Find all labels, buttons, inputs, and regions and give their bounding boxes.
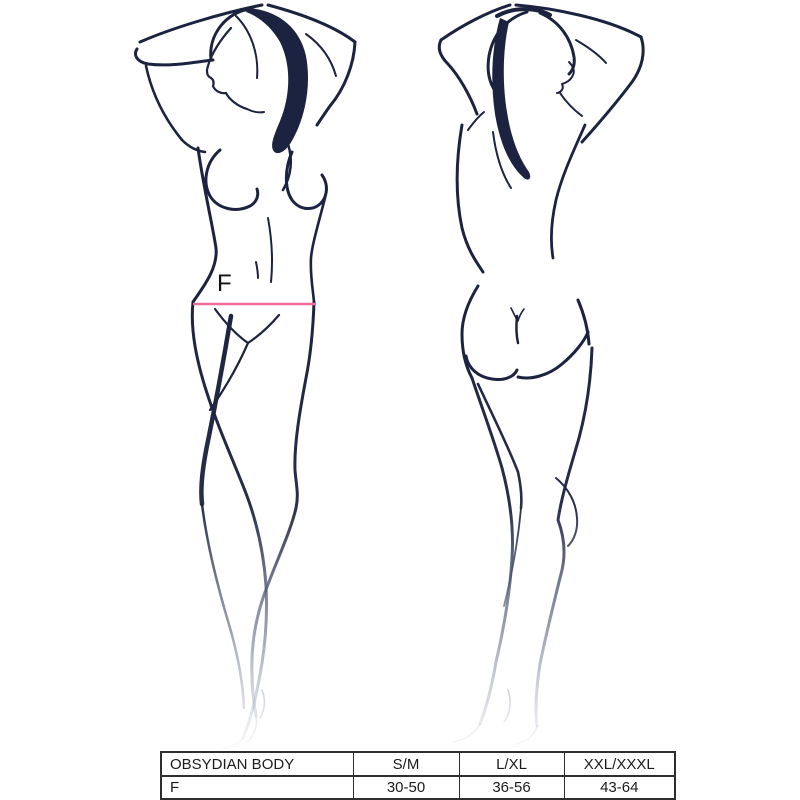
female-figure-back	[439, 5, 643, 744]
value-sm: 30-50	[353, 776, 459, 799]
female-figure-front	[135, 5, 355, 748]
product-name-cell: OBSYDIAN BODY	[161, 752, 353, 776]
measurement-row-label: F	[161, 776, 353, 799]
size-table	[160, 751, 676, 800]
size-table-container	[160, 751, 674, 800]
size-col-xxl: XXL/XXXL	[564, 752, 675, 776]
measurement-label-f: F	[217, 270, 232, 297]
size-table-header-row	[161, 752, 675, 776]
size-table-row-f	[161, 776, 675, 799]
value-xxl: 43-64	[564, 776, 675, 799]
size-col-lxl: L/XL	[459, 752, 564, 776]
size-col-sm: S/M	[353, 752, 459, 776]
value-lxl: 36-56	[459, 776, 564, 799]
